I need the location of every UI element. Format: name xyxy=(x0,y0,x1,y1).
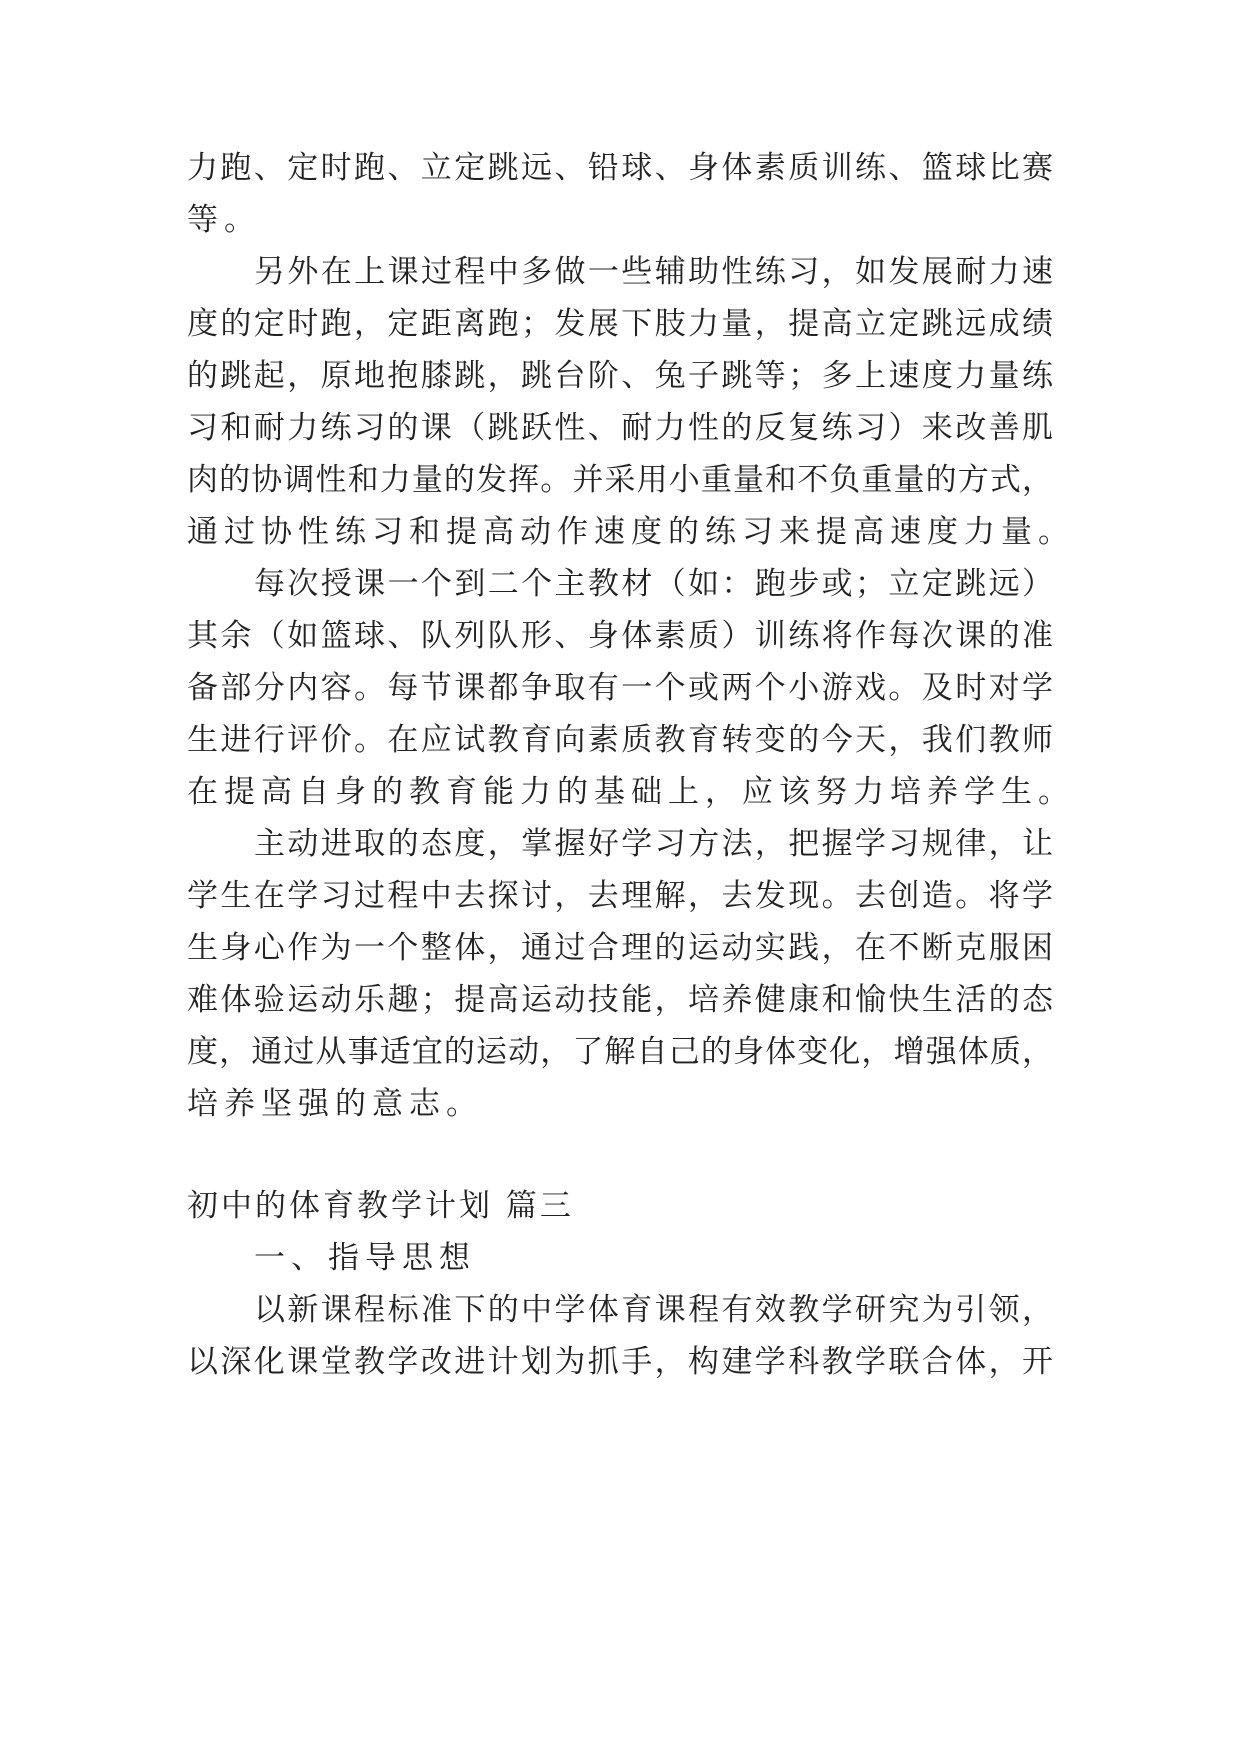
text-line: 其余（如篮球、队列队形、身体素质）训练将作每次课的准 xyxy=(187,618,1053,654)
paragraph-first-line: 主动进取的态度，掌握好学习方法，把握学习规律，让 xyxy=(254,826,1053,862)
text-line: 习和耐力练习的课（跳跃性、耐力性的反复练习）来改善肌 xyxy=(187,410,1053,446)
text-line: 的跳起，原地抱膝跳，跳台阶、兔子跳等；多上速度力量练 xyxy=(187,358,1053,394)
text-line: 培养坚强的意志。 xyxy=(187,1086,483,1122)
text-line: 生身心作为一个整体，通过合理的运动实践，在不断克服困 xyxy=(187,930,1053,966)
text-line: 备部分内容。每节课都争取有一个或两个小游戏。及时对学 xyxy=(187,670,1053,706)
paragraph-first-line: 每次授课一个到二个主教材（如：跑步或；立定跳远） xyxy=(254,566,1053,602)
text-line: 生进行评价。在应试教育向素质教育转变的今天，我们教师 xyxy=(187,722,1053,758)
text-line: 度的定时跑，定距离跑；发展下肢力量，提高立定跳远成绩 xyxy=(187,306,1053,342)
text-line: 难体验运动乐趣；提高运动技能，培养健康和愉快生活的态 xyxy=(187,982,1053,1018)
text-line: 以深化课堂教学改进计划为抓手，构建学科教学联合体，开 xyxy=(187,1344,1053,1380)
subsection-heading: 一、指导思想 xyxy=(254,1240,476,1276)
text-line: 度，通过从事适宜的运动，了解自己的身体变化，增强体质， xyxy=(187,1034,1053,1070)
text-line: 通过协性练习和提高动作速度的练习来提高速度力量。 xyxy=(187,514,1075,550)
paragraph-first-line: 以新课程标准下的中学体育课程有效教学研究为引领， xyxy=(254,1292,1053,1328)
text-line: 等。 xyxy=(187,202,261,238)
paragraph-first-line: 另外在上课过程中多做一些辅助性练习，如发展耐力速 xyxy=(254,254,1053,290)
text-line: 学生在学习过程中去探讨，去理解，去发现。去创造。将学 xyxy=(187,878,1053,914)
section-heading: 初中的体育教学计划 篇三 xyxy=(187,1188,574,1224)
text-line: 在提高自身的教育能力的基础上，应该努力培养学生。 xyxy=(187,774,1075,810)
text-line: 肉的协调性和力量的发挥。并采用小重量和不负重量的方式， xyxy=(187,462,1053,498)
text-line: 力跑、定时跑、立定跳远、铅球、身体素质训练、篮球比赛 xyxy=(187,150,1053,186)
